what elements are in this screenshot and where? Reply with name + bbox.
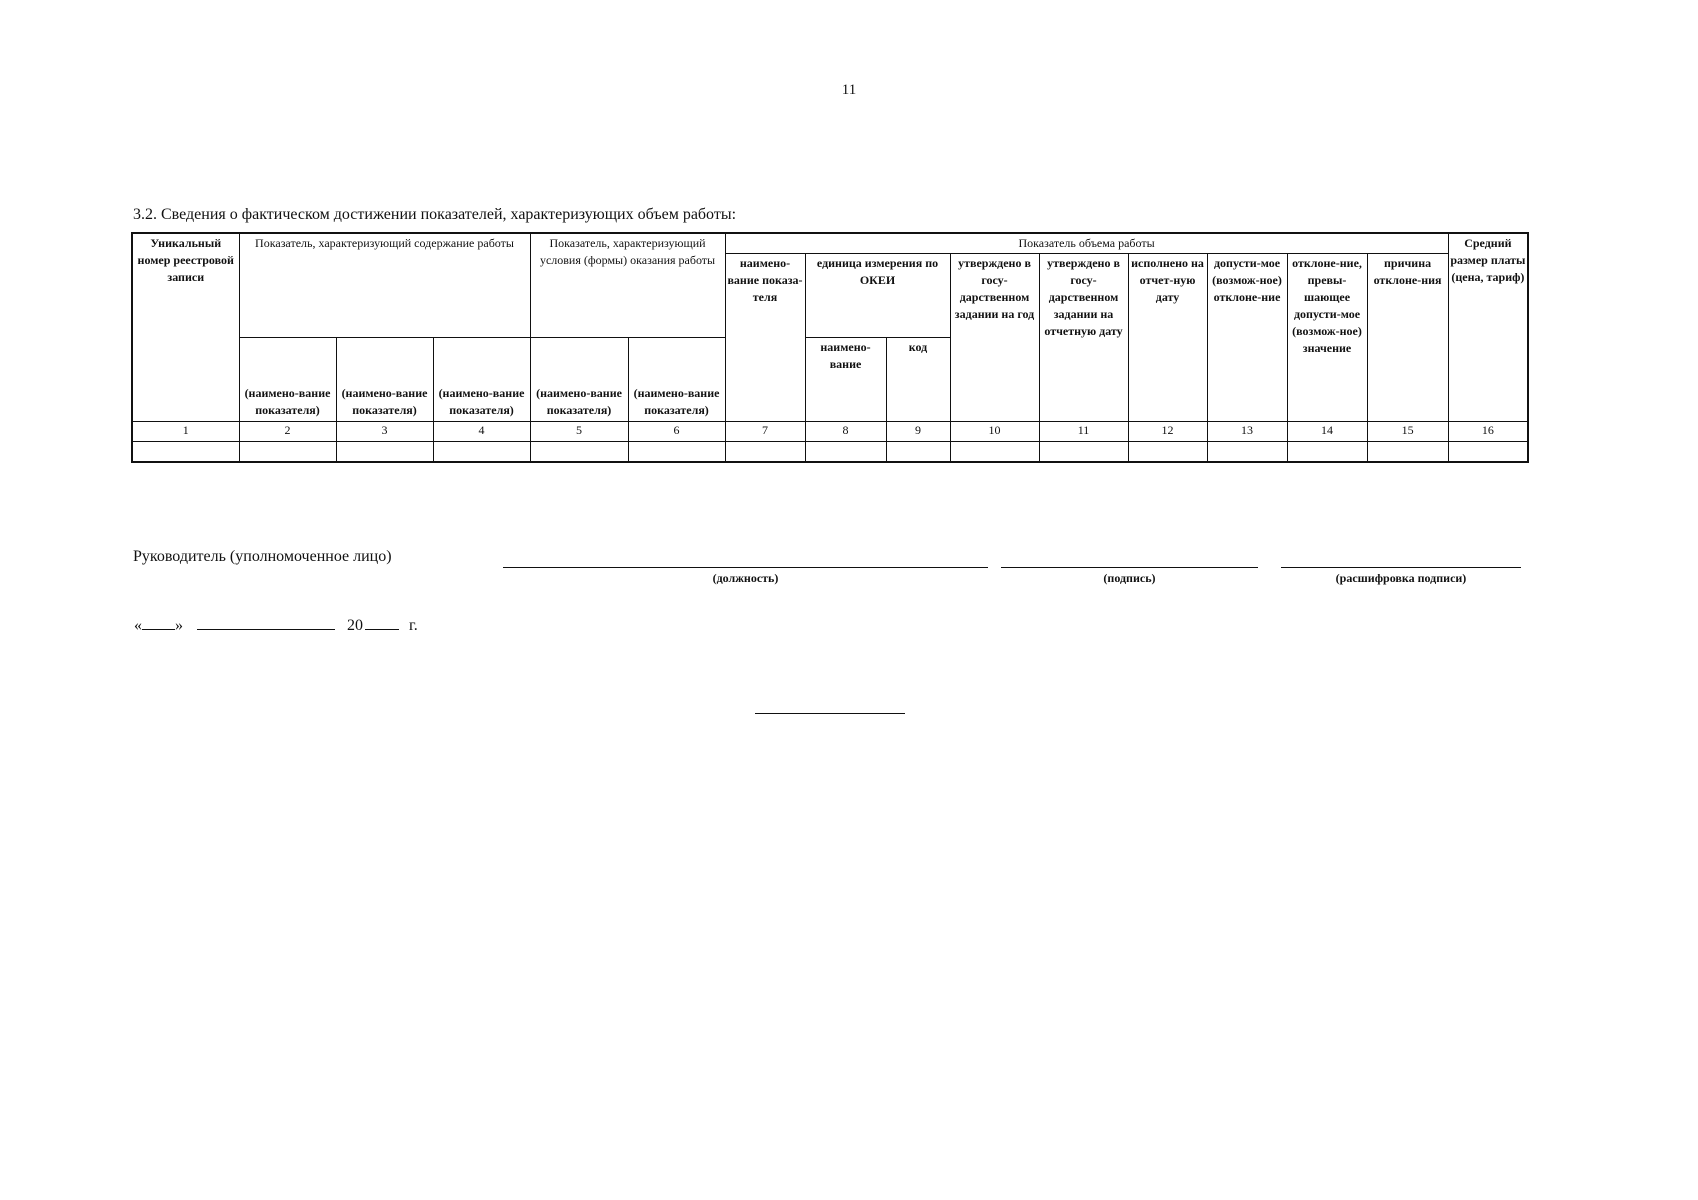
empty-cell: [725, 441, 805, 462]
column-number: 11: [1039, 421, 1128, 441]
date-open-quote: «: [134, 617, 142, 634]
header-approved-date: утверждено в госу-дарственном задании на отчетную дату: [1039, 253, 1128, 421]
column-number: 13: [1207, 421, 1287, 441]
column-number: 10: [950, 421, 1039, 441]
empty-cell: [530, 441, 628, 462]
signature-line: [1001, 567, 1258, 568]
column-number: 3: [336, 421, 433, 441]
signer-label: Руководитель (уполномоченное лицо): [133, 548, 392, 565]
subheader-content-3: (наимено-вание показателя): [433, 337, 530, 421]
year-blank: [365, 613, 399, 630]
year-suffix: г.: [409, 617, 418, 634]
column-number: 2: [239, 421, 336, 441]
column-number: 8: [805, 421, 886, 441]
empty-data-row: [132, 441, 1528, 462]
empty-cell: [433, 441, 530, 462]
header-excess-deviation: отклоне-ние, превы-шающее допусти-мое (возмож-ное) значение: [1287, 253, 1367, 421]
header-indicator-name: наимено-вание показа-теля: [725, 253, 805, 421]
empty-cell: [1448, 441, 1528, 462]
subheader-content-2: (наимено-вание показателя): [336, 337, 433, 421]
column-number: 5: [530, 421, 628, 441]
header-deviation-reason: причина отклоне-ния: [1367, 253, 1448, 421]
column-numbers-row: [132, 421, 1528, 441]
header-average-fee: Средний размер платы (цена, тариф): [1448, 233, 1528, 421]
subheader-conditions-2: (наимено-вание показателя): [628, 337, 725, 421]
closing-rule: [755, 713, 905, 714]
empty-cell: [1367, 441, 1448, 462]
empty-cell: [132, 441, 239, 462]
header-approved-year: утверждено в госу-дарственном задании на год: [950, 253, 1039, 421]
decoding-caption: (расшифровка подписи): [1335, 571, 1467, 585]
header-unit-code: код: [886, 337, 950, 421]
column-number: 1: [132, 421, 239, 441]
header-content-indicator: Показатель, характеризующий содержание работы: [239, 233, 530, 337]
empty-cell: [239, 441, 336, 462]
column-number: 6: [628, 421, 725, 441]
page-number: 11: [841, 82, 857, 98]
header-unit-okei: единица измерения по ОКЕИ: [805, 253, 950, 337]
empty-cell: [1039, 441, 1128, 462]
position-caption: (должность): [712, 571, 779, 585]
volume-indicators-table: [131, 232, 1529, 463]
empty-cell: [950, 441, 1039, 462]
empty-cell: [1287, 441, 1367, 462]
day-blank: [142, 613, 175, 630]
section-title: 3.2. Сведения о фактическом достижении показателей, характеризующих объем работы:: [133, 206, 737, 223]
position-line: [503, 567, 988, 568]
header-allowed-deviation: допусти-мое (возмож-ное) отклоне-ние: [1207, 253, 1287, 421]
signature-caption: (подпись): [1103, 571, 1156, 585]
subheader-content-1: (наимено-вание показателя): [239, 337, 336, 421]
empty-cell: [805, 441, 886, 462]
header-volume-indicator: Показатель объема работы: [725, 233, 1448, 253]
empty-cell: [628, 441, 725, 462]
column-number: 16: [1448, 421, 1528, 441]
date-century: 20: [347, 617, 363, 634]
date-close-quote: »: [175, 617, 183, 634]
date-line: [134, 613, 418, 635]
column-number: 4: [433, 421, 530, 441]
empty-cell: [886, 441, 950, 462]
empty-cell: [1128, 441, 1207, 462]
month-blank: [197, 613, 335, 630]
column-number: 14: [1287, 421, 1367, 441]
column-number: 9: [886, 421, 950, 441]
column-number: 7: [725, 421, 805, 441]
empty-cell: [1207, 441, 1287, 462]
header-executed: исполнено на отчет-ную дату: [1128, 253, 1207, 421]
column-number: 12: [1128, 421, 1207, 441]
empty-cell: [336, 441, 433, 462]
column-number: 15: [1367, 421, 1448, 441]
header-unit-name: наимено-вание: [805, 337, 886, 421]
header-unique-number: Уникальный номер реестровой записи: [132, 233, 239, 421]
header-conditions-indicator: Показатель, характеризующий условия (формы) оказания работы: [530, 233, 725, 337]
decoding-line: [1281, 567, 1521, 568]
subheader-conditions-1: (наимено-вание показателя): [530, 337, 628, 421]
